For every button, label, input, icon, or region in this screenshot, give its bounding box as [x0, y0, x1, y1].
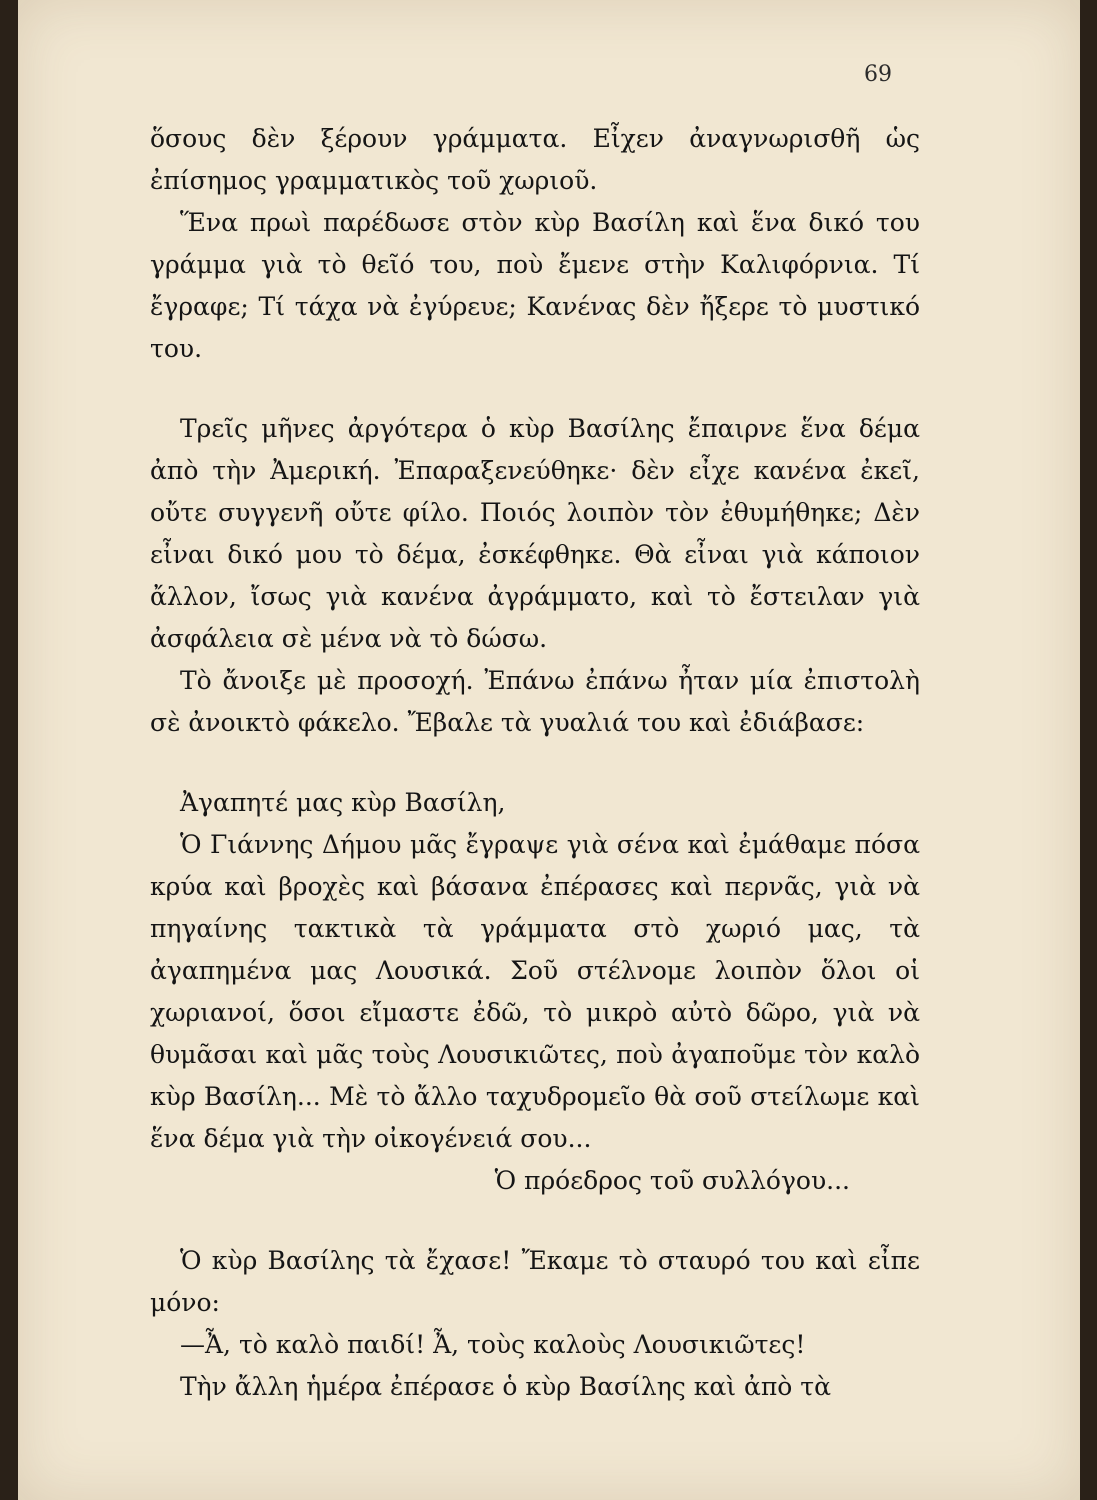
- letter-body: Ὁ Γιάννης Δήμου μᾶς ἔγραψε γιὰ σένα καὶ ἐμάθαμε πόσα κρύα καὶ βροχὲς καὶ βάσανα ἐπέρασες καὶ περνᾶς, γιὰ νὰ πηγαίνης τακτικὰ τὰ γράμματα στὸ χωριό μας, τὰ ἀγαπημένα μας Λουσικά. Σοῦ στέλνομε λοιπὸν ὅλοι οἱ χωριανοί, ὅσοι εἴμαστε ἐδῶ, τὸ μικρὸ αὐτὸ δῶρο, γιὰ νὰ θυμᾶσαι καὶ μᾶς τοὺς Λουσικιῶτες, ποὺ ἀγαποῦμε τὸν καλὸ κὺρ Βασίλη... Μὲ τὸ ἄλλο ταχυδρομεῖο θὰ σοῦ στείλωμε καὶ ἕνα δέμα γιὰ τὴν οἰκογένειά σου...: [150, 830, 920, 1153]
- paragraph: Ἕνα πρωὶ παρέδωσε στὸν κὺρ Βασίλη καὶ ἕνα δικό του γράμμα γιὰ τὸ θεῖό του, ποὺ ἔμενε στὴν Καλιφόρνια. Τί ἔγραφε; Τί τάχα νὰ ἐγύρευε; Κανένας δὲν ἤξερε τὸ μυστικό του.: [150, 208, 920, 363]
- page-number: 69: [864, 62, 892, 87]
- letter-signature: Ὁ πρόεδρος τοῦ συλλόγου...: [494, 1166, 850, 1195]
- letter-salutation: Ἀγαπητέ μας κὺρ Βασίλη,: [180, 788, 506, 817]
- book-page: [18, 0, 1080, 1500]
- dialogue-line: —Ἆ, τὸ καλὸ παιδί! Ἆ, τοὺς καλοὺς Λουσικιῶτες!: [180, 1330, 806, 1359]
- paragraph: Τὴν ἄλλη ἡμέρα ἐπέρασε ὁ κὺρ Βασίλης καὶ ἀπὸ τὰ: [180, 1372, 831, 1401]
- paragraph: Τρεῖς μῆνες ἀργότερα ὁ κὺρ Βασίλης ἔπαιρνε ἕνα δέμα ἀπὸ τὴν Ἀμερική. Ἐπαραξενεύθηκε· δὲν εἶχε κανένα ἐκεῖ, οὔτε συγγενῆ οὔτε φίλο. Ποιός λοιπὸν τὸν ἐθυμήθηκε; Δὲν εἶναι δικό μου τὸ δέμα, ἐσκέφθηκε. Θὰ εἶναι γιὰ κάποιον ἄλλον, ἴσως γιὰ κανένα ἀγράμματο, καὶ τὸ ἔστειλαν γιὰ ἀσφάλεια σὲ μένα νὰ τὸ δώσω.: [150, 414, 920, 653]
- body-text: [150, 118, 920, 1408]
- paragraph: Τὸ ἄνοιξε μὲ προσοχή. Ἐπάνω ἐπάνω ἦταν μία ἐπιστολὴ σὲ ἀνοικτὸ φάκελο. Ἔβαλε τὰ γυαλιά του καὶ ἐδιάβασε:: [150, 666, 920, 737]
- paragraph: Ὁ κὺρ Βασίλης τὰ ἔχασε! Ἔκαμε τὸ σταυρό του καὶ εἶπε μόνο:: [150, 1246, 920, 1317]
- paragraph: ὅσους δὲν ξέρουν γράμματα. Εἶχεν ἀναγνωρισθῆ ὡς ἐπίσημος γραμματικὸς τοῦ χωριοῦ.: [150, 124, 920, 195]
